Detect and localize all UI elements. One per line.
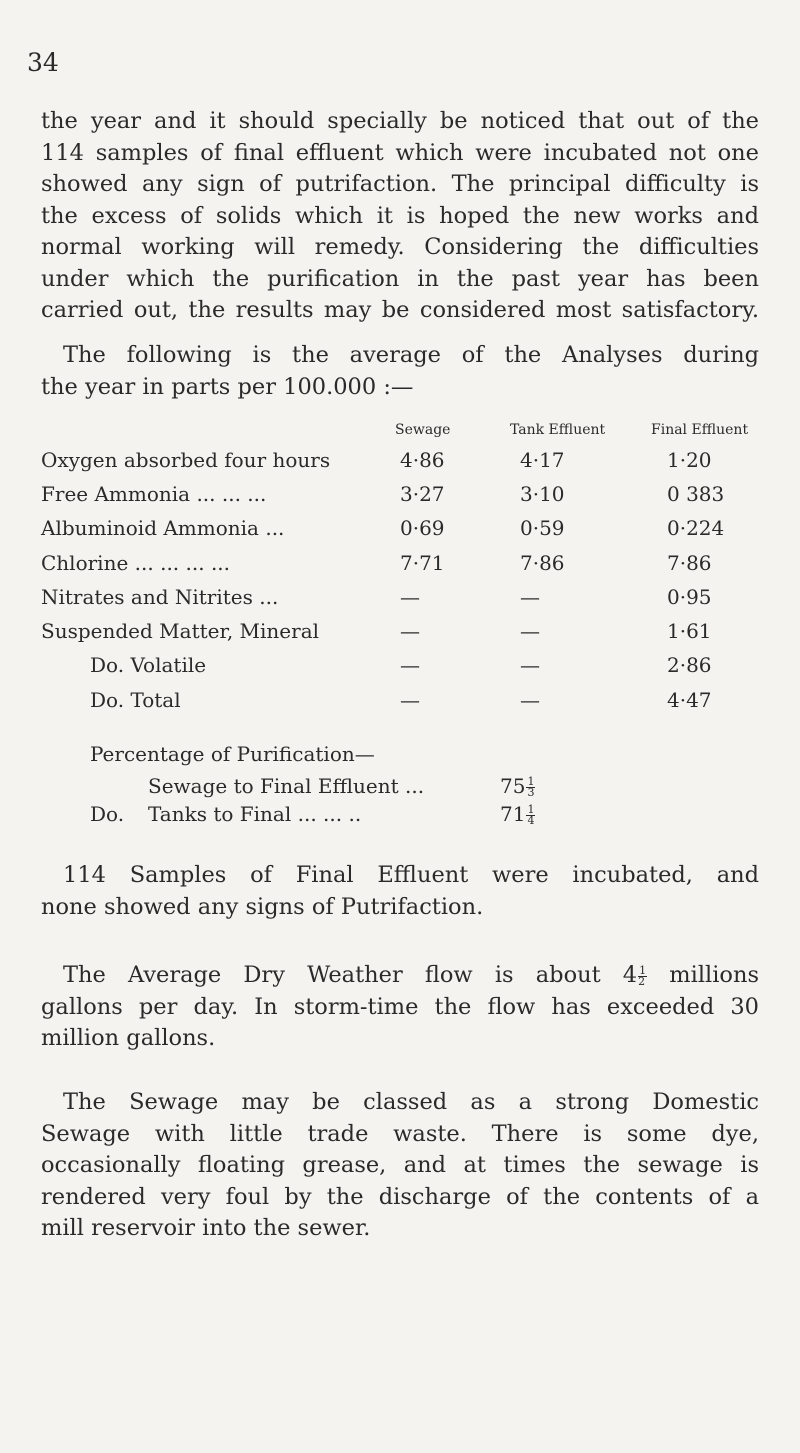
fraction-numerator: 1 [527,775,535,788]
text-line [41,960,759,992]
cell-tank-effluent: — [520,619,540,643]
percentage-whole: 75 [500,774,526,798]
text-line: 114 samples of final effluent which were incubated not one [41,139,759,166]
table-row [0,482,800,512]
cell-sewage: 0·69 [400,516,445,540]
text-line: the year in parts per 100.000 :— [41,373,414,400]
cell-final-effluent: 1·61 [667,619,712,643]
cell-final-effluent: 0·224 [667,516,725,540]
cell-final-effluent: 0·95 [667,585,712,609]
text-line: Sewage with little trade waste. There is some dye, [41,1120,759,1147]
percentage-title: Percentage of Purification— [90,742,375,766]
cell-sewage: 7·71 [400,551,445,575]
text-line: The Sewage may be classed as a strong Domestic [63,1089,759,1115]
percentage-value [500,802,535,826]
fraction-numerator: 1 [527,803,535,816]
table-row [0,551,800,581]
text-line: gallons per day. In storm-time the flow has exceeded 30 [41,993,759,1020]
paragraph-samples [41,860,759,923]
percentage-label: Sewage to Final Effluent ... [148,774,425,798]
cell-sewage: — [400,585,420,609]
text-line: none showed any signs of Putrifaction. [41,893,484,920]
table-row [0,448,800,478]
row-label: Free Ammonia ... ... ... [41,482,267,506]
text-line: normal working will remedy. Considering the difficulties [41,234,759,260]
text-line: The following is the average of the Analyses during [63,342,759,368]
cell-final-effluent: 7·86 [667,551,712,575]
table-row [0,653,800,683]
cell-tank-effluent: 4·17 [520,448,565,472]
fraction-denominator: 4 [527,814,535,827]
cell-sewage: 4·86 [400,448,445,472]
table-row [0,585,800,615]
text-line: occasionally floating grease, and at times the sewage is [41,1152,759,1178]
cell-final-effluent: 2·86 [667,653,712,677]
cell-final-effluent: 4·47 [667,688,712,712]
percentage-label: Tanks to Final ... ... .. [148,802,362,826]
cell-sewage: 3·27 [400,482,445,506]
cell-tank-effluent: — [520,653,540,677]
percentage-value [500,774,535,798]
cell-tank-effluent: 7·86 [520,551,565,575]
cell-tank-effluent: — [520,585,540,609]
cell-sewage: — [400,688,420,712]
cell-sewage: — [400,619,420,643]
column-header-sewage: Sewage [395,422,451,438]
text-line: mill reservoir into the sewer. [41,1215,371,1241]
text-fragment: The Average Dry Weather flow is about 4 [63,962,638,988]
paragraph-sewage-class [41,1087,759,1245]
row-label: Do. Total [90,688,181,712]
cell-final-effluent: 1·20 [667,448,712,472]
text-line: the year and it should specially be noticed that out of the [41,108,759,134]
text-line: carried out, the results may be considered most satisfactory. [41,297,759,323]
percentage-whole: 71 [500,802,526,826]
fraction-denominator: 2 [638,974,646,988]
row-label: Suspended Matter, Mineral [41,619,320,643]
cell-tank-effluent: 3·10 [520,482,565,506]
text-line: under which the purification in the past year has been [41,265,759,292]
flow-fraction [638,963,647,988]
fraction-denominator: 3 [527,786,535,799]
cell-tank-effluent: 0·59 [520,516,565,540]
text-line: the excess of solids which it is hoped the new works and [41,202,759,229]
paragraph-intro [41,106,759,327]
row-label: Nitrates and Nitrites ... [41,585,279,609]
column-header-final-effluent: Final Effluent [651,422,749,438]
text-line: 114 Samples of Final Effluent were incubated, and [63,862,759,888]
percentage-fraction [526,777,535,798]
cell-final-effluent: 0 383 [667,482,725,506]
row-label: Chlorine ... ... ... ... [41,551,231,575]
paragraph-analyses-intro [41,340,759,403]
text-line: million gallons. [41,1025,216,1051]
text-line: showed any sign of putrifaction. The principal difficulty is [41,171,759,197]
column-header-tank-effluent: Tank Effluent [510,422,606,438]
cell-sewage: — [400,653,420,677]
row-label: Albuminoid Ammonia ... [41,516,285,540]
table-row [0,516,800,546]
cell-tank-effluent: — [520,688,540,712]
table-row [0,688,800,718]
page-number: 34 [27,48,59,77]
row-label: Do. Volatile [90,653,207,677]
text-fragment: millions [647,962,759,988]
percentage-fraction [526,805,535,826]
table-row [0,619,800,649]
text-line: rendered very foul by the discharge of the contents of a [41,1183,759,1210]
fraction-numerator: 1 [639,963,647,977]
percentage-ditto: Do. [90,802,125,826]
paragraph-flow [41,960,759,1055]
row-label: Oxygen absorbed four hours [41,448,331,472]
